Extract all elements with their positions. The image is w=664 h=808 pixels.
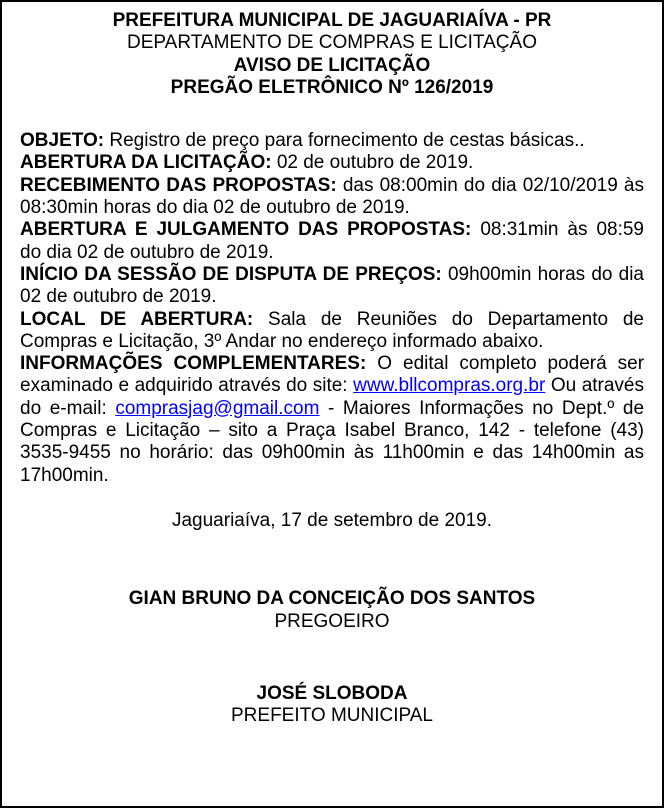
dateline: Jaguariaíva, 17 de setembro de 2019. xyxy=(171,509,493,531)
text-informacoes-2: Ou através do e-mail: xyxy=(20,375,645,419)
text-julgamento: 08:31min às 08:59 do dia 02 de outubro de 2019. xyxy=(20,219,644,263)
label-julgamento: ABERTURA E JULGAMENTO DAS PROPOSTAS: xyxy=(20,219,472,241)
email-link[interactable]: comprasjag@gmail.com xyxy=(115,397,320,419)
document-body xyxy=(20,130,644,487)
text-local: Sala de Reuniões do Departamento de Compras e Licitação, 3º Andar no endereço informado abaixo. xyxy=(20,308,644,352)
signature-prefeito xyxy=(20,683,644,728)
signature-pregoeiro-role: PREGOEIRO xyxy=(274,610,390,632)
paragraph-objeto xyxy=(20,130,644,152)
paragraph-disputa xyxy=(20,264,644,309)
text-informacoes-3: - Maiores Informações no Dept.º de Compras e Licitação – sito a Praça Isabel Branco, 142 - telefone (43) 3535-9455 no horário: das 09h00min às 11h00min e das 14h00min as 17h00min. xyxy=(20,397,645,486)
header-department: DEPARTAMENTO DE COMPRAS E LICITAÇÃO xyxy=(127,32,537,54)
label-abertura: ABERTURA DA LICITAÇÃO: xyxy=(20,152,272,174)
signature-pregoeiro xyxy=(20,588,644,633)
text-objeto: Registro de preço para fornecimento de cestas básicas.. xyxy=(109,130,585,152)
label-informacoes: INFORMAÇÕES COMPLEMENTARES: xyxy=(20,353,367,375)
paragraph-informacoes xyxy=(20,353,644,487)
label-disputa: INÍCIO DA SESSÃO DE DISPUTA DE PREÇOS: xyxy=(20,263,442,285)
header-municipality: PREFEITURA MUNICIPAL DE JAGUARIAÍVA - PR xyxy=(112,10,552,31)
text-informacoes-1: O edital completo poderá ser examinado e adquirido através do site: xyxy=(20,353,645,397)
document-header xyxy=(20,10,644,99)
signature-pregoeiro-name: GIAN BRUNO DA CONCEIÇÃO DOS SANTOS xyxy=(128,588,536,610)
text-recebimento: das 08:00min do dia 02/10/2019 às 08:30min horas do dia 02 de outubro de 2019. xyxy=(20,174,644,219)
label-local: LOCAL DE ABERTURA: xyxy=(20,308,254,330)
paragraph-julgamento xyxy=(20,219,644,264)
signature-prefeito-role: PREFEITO MUNICIPAL xyxy=(231,705,433,727)
site-link[interactable]: www.bllcompras.org.br xyxy=(353,375,546,397)
signature-prefeito-name: JOSÉ SLOBODA xyxy=(256,682,408,704)
header-notice-type: AVISO DE LICITAÇÃO xyxy=(233,54,431,76)
paragraph-abertura xyxy=(20,152,644,174)
paragraph-recebimento xyxy=(20,175,644,220)
paragraph-local xyxy=(20,309,644,354)
text-disputa: 09h00min horas do dia 02 de outubro de 2019. xyxy=(20,263,645,308)
header-auction-number: PREGÃO ELETRÔNICO Nº 126/2019 xyxy=(170,76,494,98)
text-abertura: 02 de outubro de 2019. xyxy=(276,152,474,174)
label-objeto: OBJETO: xyxy=(20,130,105,152)
label-recebimento: RECEBIMENTO DAS PROPOSTAS: xyxy=(20,174,337,196)
